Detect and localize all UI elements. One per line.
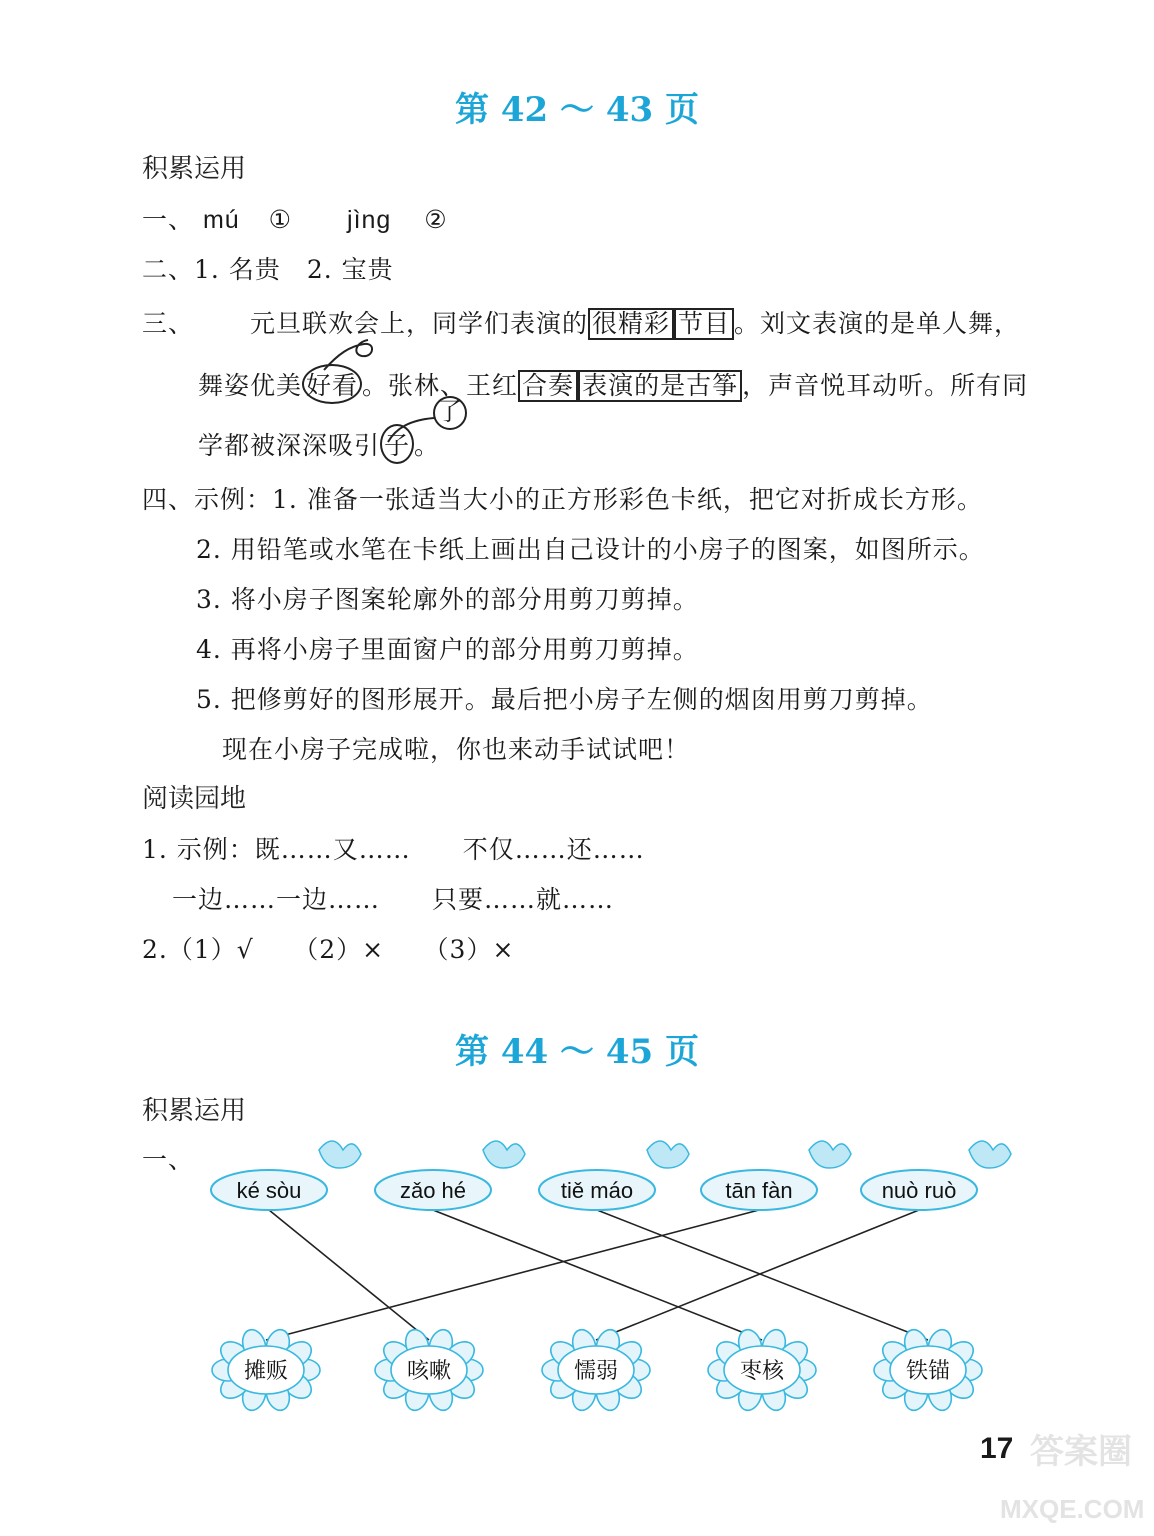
bee-icon — [647, 1141, 689, 1168]
heading-jileiyunyong-2: 积累运用 — [142, 1095, 247, 1125]
bee-icon — [969, 1141, 1011, 1168]
watermark-logo: 答案圈 — [1030, 1433, 1132, 1471]
bee-icon — [483, 1141, 525, 1168]
match-line-0 — [269, 1210, 429, 1340]
q3-line-1 — [250, 304, 1020, 340]
q1-label: 一、 — [142, 205, 195, 234]
q4-step-5: 5. 把修剪好的图形展开。最后把小房子左侧的烟囱用剪刀剪掉。 — [196, 685, 933, 714]
q3-circled-haokan: 好看 — [302, 364, 362, 404]
pinyin-oval-3 — [701, 1141, 851, 1210]
q4-step-1: 1. 准备一张适当大小的正方形彩色卡纸，把它对折成长方形。 — [272, 485, 983, 514]
heading-yuedu: 阅读园地 — [142, 783, 247, 813]
bee-icon — [809, 1141, 851, 1168]
q3-box-hezou: 合奏 — [518, 370, 578, 402]
q3-text-3b: 。 — [414, 431, 441, 460]
q4-step-2: 2. 用铅笔或水笔在卡纸上画出自己设计的小房子的图案，如图所示。 — [196, 535, 985, 564]
q3-label: 三、 — [142, 309, 195, 338]
pinyin-text-1: zǎo hé — [399, 1178, 467, 1203]
watermark-url: MXQE.COM — [1000, 1494, 1145, 1524]
pinyin-oval-1 — [375, 1141, 525, 1210]
q4-prefix: 示例： — [194, 485, 273, 514]
pinyin-oval-2 — [539, 1141, 689, 1210]
word-text-0: 摊贩 — [243, 1358, 289, 1383]
word-text-3: 枣核 — [739, 1358, 785, 1383]
q4-line-1 — [142, 480, 983, 516]
q4-step-4: 4. 再将小房子里面窗户的部分用剪刀剪掉。 — [196, 635, 699, 664]
q2-text: 1. 名贵 2. 宝贵 — [194, 255, 394, 284]
q3-text-2b: 。张林、王红 — [362, 371, 519, 400]
q1-pinyin-2: jìng — [347, 206, 392, 234]
q3-box-jiemu: 节目 — [674, 308, 734, 340]
q2-line — [142, 250, 394, 286]
q3-circled-zi: 子 — [380, 424, 414, 464]
reading-q2-line: 2.（1）√ （2）× （3）× — [142, 935, 515, 964]
q1-line — [142, 200, 448, 236]
match-q1-label: 一、 — [142, 1145, 195, 1174]
word-text-2: 懦弱 — [573, 1358, 619, 1383]
q2-label: 二、 — [142, 255, 195, 284]
q3-box-henjingcai: 很精彩 — [588, 308, 674, 340]
q3-text-1b: 。刘文表演的是单人舞， — [734, 309, 1021, 338]
match-line-4 — [596, 1210, 919, 1340]
reading-q1-line-2: 一边……一边…… 只要……就…… — [172, 885, 615, 914]
pinyin-text-3: tān fàn — [725, 1178, 793, 1203]
q3-box-biaoyan: 表演的是古筝 — [578, 370, 742, 402]
page-number: 17 — [980, 1432, 1014, 1465]
q3-text-3a: 学都被深深吸引 — [198, 431, 381, 460]
section-title-42-43: 第 42 ～ 43 页 — [455, 90, 699, 130]
matching-diagram — [0, 1130, 1154, 1430]
match-line-2 — [597, 1210, 928, 1340]
q4-label: 四、 — [142, 485, 195, 514]
pinyin-oval-0 — [211, 1141, 361, 1210]
q3-correction-le: 了 — [433, 396, 467, 430]
pinyin-text-0: ké sòu — [236, 1178, 302, 1203]
word-text-1: 咳嗽 — [406, 1358, 452, 1383]
q3-text-1a: 元旦联欢会上，同学们表演的 — [250, 309, 589, 338]
match-line-3 — [266, 1210, 759, 1340]
reading-q1-line-1: 1. 示例：既……又…… 不仅……还…… — [142, 835, 645, 864]
q1-mark-2: ② — [424, 205, 448, 234]
q3-text-2a: 舞姿优美 — [198, 371, 303, 400]
bee-icon — [319, 1141, 361, 1168]
pinyin-text-4: nuò ruò — [881, 1178, 957, 1203]
q1-pinyin-1: mú — [202, 206, 240, 234]
q4-closing: 现在小房子完成啦，你也来动手试试吧！ — [222, 735, 691, 764]
q4-step-3: 3. 将小房子图案轮廓外的部分用剪刀剪掉。 — [196, 585, 699, 614]
section-title-44-45: 第 44 ～ 45 页 — [455, 1032, 699, 1072]
q1-mark-1: ① — [268, 205, 293, 234]
pinyin-text-2: tiě máo — [560, 1178, 634, 1203]
pinyin-oval-4 — [861, 1141, 1011, 1210]
heading-jileiyunyong: 积累运用 — [142, 153, 247, 183]
q3-delete-loop-mark — [320, 336, 380, 376]
match-line-1 — [433, 1210, 762, 1340]
word-text-4: 铁锚 — [905, 1358, 951, 1383]
q3-text-2c: ，声音悦耳动听。所有同 — [742, 371, 1029, 400]
